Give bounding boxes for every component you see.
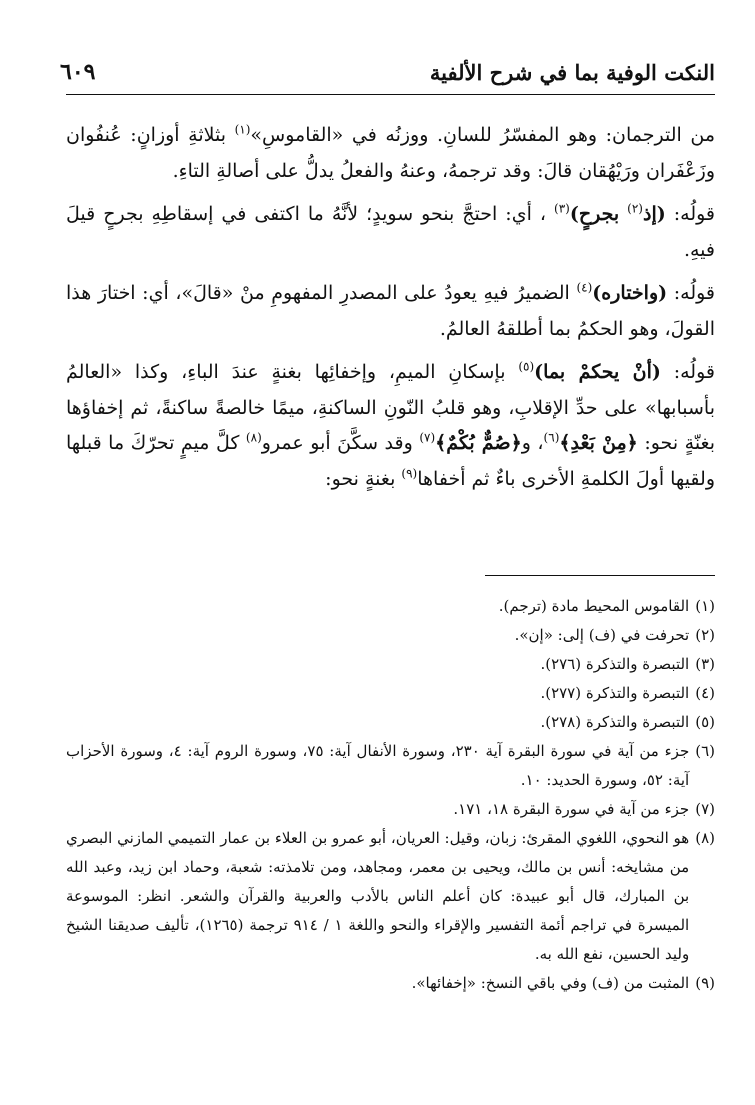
footnote-ref[interactable]: (٢) — [627, 201, 643, 216]
quoted-phrase: بجرحٍ) — [569, 203, 620, 225]
paragraph-2: قولُه: (إذ$^{(٢)}$ بجرحٍ)$^{(٣)}$ ، أي: احتجَّ بنحو سويدٍ؛ لأنَّهُ ما اكتفى في إسقاطِهِ بجرحٍ قيلَ فيهِ. — [66, 201, 716, 261]
footnote-ref[interactable]: (٩) — [401, 466, 418, 481]
footnote-ref[interactable]: (٥) — [518, 359, 535, 374]
footnote-item: (٩) المثبت من (ف) وفي باقي النسخ: «إخفائها». — [411, 974, 715, 992]
paragraph-4: قولُه: (أنْ يحكمْ بما)$^{(٥)}$ بإسكانِ الميمِ، وإخفائِها بغنةٍ عندَ الباءِ، وكذا «العالمُ بأسبابها» على حدِّ الإقلابِ، وهو قلبُ النّونِ الساكنةِ، ميمًا خالصةً ساكنةً، ثم إخفاؤها بغنّةٍ نحو: ﴿مِنْ بَعْدِ﴾$^{(٦)}$، و﴿صُمٌّ بُكْمٌ﴾$^{(٧)}$ وقد سكَّنَ أبو عمرو$^{(٨)}$ كلَّ ميمٍ تحرّكَ ما قبلها ولقيها أولَ الكلمةِ الأخرى باءٌ ثم أخفاها$^{(٩)}$ بغنةٍ نحو: — [66, 359, 716, 490]
footnote-ref[interactable]: (٤) — [576, 280, 593, 295]
page-header — [60, 52, 715, 92]
footnote-item: (١) القاموس المحيط مادة (ترجم). — [498, 597, 715, 615]
footnote-ref[interactable]: (١) — [234, 122, 251, 137]
footnotes — [66, 592, 715, 998]
footnote-item: (٥) التبصرة والتذكرة (٢٧٨). — [540, 713, 715, 731]
footnote-item: (٢) تحرفت في (ف) إلى: «إن». — [514, 626, 715, 644]
footnote-item: (٤) التبصرة والتذكرة (٢٧٧). — [540, 684, 715, 702]
main-text — [66, 118, 715, 505]
running-title: النكت الوفية بما في شرح الألفية — [429, 59, 715, 85]
paragraph-3: قولُه: (واختاره)$^{(٤)}$ الضميرُ فيهِ يعودُ على المصدرِ المفهومِ منْ «قالَ»، أي: اختارَ هذا القولَ، وهو الحكمُ بما أطلقهُ العالمُ. — [66, 280, 716, 340]
footnote-item: (٧) جزء من آية في سورة البقرة ١٨، ١٧١. — [453, 800, 715, 818]
footnote-ref[interactable]: (٧) — [419, 430, 436, 445]
quoted-phrase: (إذ — [642, 203, 666, 225]
paragraph-1: من الترجمان: وهو المفسّرُ للسانِ. ووزنُه في «القاموسِ»$^{(١)}$ بثلاثةِ أوزانٍ: عُنفُوان وزَعْفَران ورَيْهُقان قالَ: وقد ترجمهُ، وعنهُ والفعلُ يدلُّ على أصالةِ التاءِ. — [66, 122, 715, 182]
footnote-separator — [485, 575, 715, 576]
quran-quote: ﴿مِنْ بَعْدِ﴾ — [559, 432, 638, 454]
footnote-item: (٨) هو النحوي، اللغوي المقرئ: زبان، وقيل: العريان، أبو عمرو بن العلاء بن عمار التميمي المازني البصري من مشايخه: أنس بن مالك، ويحيى بن معمر، ومجاهد، ومن تلامذته: شعبة، وحماد ابن زيد، وعبد الله بن المبارك، قال أبو عبيدة: كان أعلم الناس بالأدب والعربية والقرآن والشعر. انظر: الموسوعة الميسرة في تراجم أئمة التفسير والإقراء والنحو واللغة ١ / ٩١٤ ترجمة (١٢٦٥)، تأليف صديقنا الشيخ وليد الحسين، نفع الله به. — [66, 829, 715, 963]
footnote-item: (٣) التبصرة والتذكرة (٢٧٦). — [540, 655, 715, 673]
header-rule — [66, 94, 715, 95]
footnote-ref[interactable]: (٣) — [554, 201, 570, 216]
quran-quote: ﴿صُمٌّ بُكْمٌ﴾ — [435, 432, 522, 454]
footnote-item: (٦) جزء من آية في سورة البقرة آية ٢٣٠، وسورة الأنفال آية: ٧٥، وسورة الروم آية: ٤، وسورة الأحزاب آية: ٥٢، وسورة الحديد: ١٠. — [66, 742, 715, 789]
footnote-ref[interactable]: (٦) — [543, 430, 560, 445]
quoted-phrase: (واختاره) — [592, 282, 668, 304]
footnote-ref[interactable]: (٨) — [245, 430, 262, 445]
page-number: ٦٠٩ — [60, 59, 96, 85]
quoted-phrase: (أنْ يحكمْ بما) — [534, 361, 661, 383]
